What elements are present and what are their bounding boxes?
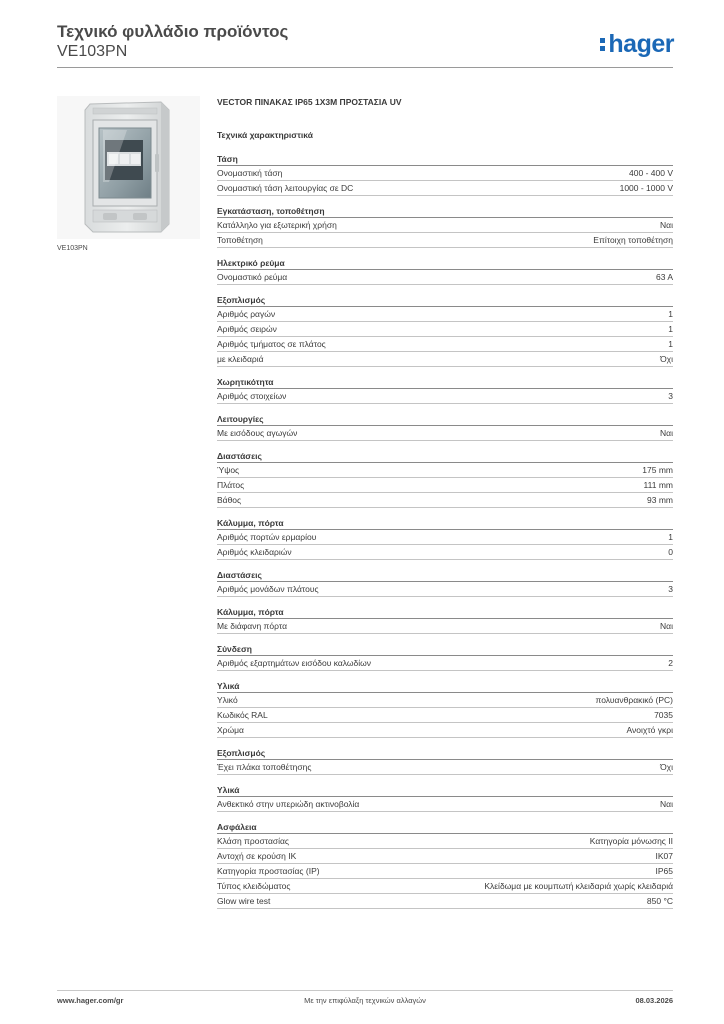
spec-row: [217, 478, 673, 493]
spec-label: Κωδικός RAL: [217, 710, 268, 720]
spec-value: 93 mm: [647, 495, 673, 505]
spec-row: [217, 166, 673, 181]
spec-value: πολυανθρακικό (PC): [595, 695, 673, 705]
spec-value: 1: [668, 309, 673, 319]
spec-label: Αριθμός πορτών ερμαρίου: [217, 532, 317, 542]
spec-value: 400 - 400 V: [629, 168, 673, 178]
spec-group-title: Υλικά: [217, 680, 673, 693]
spec-row: [217, 389, 673, 404]
spec-label: Κατάλληλο για εξωτερική χρήση: [217, 220, 337, 230]
spec-label: Ονομαστική τάση λειτουργίας σε DC: [217, 183, 354, 193]
spec-row: [217, 337, 673, 352]
spec-label: με κλειδαριά: [217, 354, 264, 364]
spec-row: [217, 307, 673, 322]
spec-value: 3: [668, 391, 673, 401]
spec-value: 7035: [654, 710, 673, 720]
spec-row: [217, 463, 673, 478]
spec-row: [217, 879, 673, 894]
page-footer: [57, 996, 673, 1010]
spec-row: [217, 619, 673, 634]
spec-value: Όχι: [660, 762, 673, 772]
product-name: VECTOR ΠΙΝΑΚΑΣ IP65 1X3M ΠΡΟΣΤΑΣΙΑ UV: [217, 97, 402, 107]
spec-row: [217, 218, 673, 233]
image-caption: VE103PN: [57, 245, 88, 252]
spec-label: Βάθος: [217, 495, 242, 505]
spec-group-title: Διαστάσεις: [217, 569, 673, 582]
spec-group-title: Εξοπλισμός: [217, 294, 673, 307]
spec-value: Ναι: [660, 220, 673, 230]
page-header: [57, 22, 677, 68]
spec-group-title: Υλικά: [217, 784, 673, 797]
spec-row: [217, 656, 673, 671]
footer-notice: Με την επιφύλαξη τεχνικών αλλαγών: [304, 996, 426, 1005]
spec-label: Αριθμός εξαρτημάτων εισόδου καλωδίων: [217, 658, 372, 668]
spec-label: Ονομαστικό ρεύμα: [217, 272, 288, 282]
spec-label: Κλάση προστασίας: [217, 836, 290, 846]
spec-label: Χρώμα: [217, 725, 244, 735]
spec-value: 1000 - 1000 V: [619, 183, 673, 193]
spec-value: IK07: [655, 851, 673, 861]
product-image: [57, 96, 200, 239]
spec-value: Όχι: [660, 354, 673, 364]
spec-label: Αριθμός κλειδαριών: [217, 547, 292, 557]
spec-group-title: Σύνδεση: [217, 643, 673, 656]
spec-label: Έχει πλάκα τοποθέτησης: [217, 762, 312, 772]
spec-label: Ονομαστική τάση: [217, 168, 283, 178]
spec-value: 1: [668, 532, 673, 542]
spec-row: [217, 233, 673, 248]
spec-label: Αριθμός ραγών: [217, 309, 276, 319]
spec-label: Ύψος: [217, 465, 240, 475]
spec-row: [217, 426, 673, 441]
spec-label: Glow wire test: [217, 896, 271, 906]
spec-label: Ανθεκτικό στην υπεριώδη ακτινοβολία: [217, 799, 360, 809]
spec-value: Κατηγορία μόνωσης II: [589, 836, 673, 846]
spec-group-title: Κάλυμμα, πόρτα: [217, 517, 673, 530]
spec-label: Τοποθέτηση: [217, 235, 263, 245]
hager-logo[interactable]: [600, 30, 674, 59]
logo-text: hager: [608, 30, 674, 58]
footer-divider: [57, 990, 673, 991]
product-code-title: VE103PN: [57, 43, 128, 60]
spec-row: [217, 352, 673, 367]
section-heading: Τεχνικά χαρακτηριστικά: [217, 130, 313, 140]
spec-row: [217, 708, 673, 723]
spec-row: [217, 322, 673, 337]
spec-value: Επίτοιχη τοποθέτηση: [593, 235, 673, 245]
spec-value: 2: [668, 658, 673, 668]
spec-row: [217, 797, 673, 812]
spec-group-title: Διαστάσεις: [217, 450, 673, 463]
spec-value: 175 mm: [642, 465, 673, 475]
spec-group-title: Εγκατάσταση, τοποθέτηση: [217, 205, 673, 218]
spec-group-title: Λειτουργίες: [217, 413, 673, 426]
document-title: Τεχνικό φυλλάδιο προϊόντος: [57, 22, 289, 41]
spec-row: [217, 834, 673, 849]
spec-value: 0: [668, 547, 673, 557]
spec-group-title: Ασφάλεια: [217, 821, 673, 834]
spec-row: [217, 493, 673, 508]
spec-row: [217, 545, 673, 560]
spec-row: [217, 849, 673, 864]
spec-row: [217, 582, 673, 597]
footer-date: 08.03.2026: [635, 996, 673, 1005]
spec-value: 3: [668, 584, 673, 594]
spec-content: [217, 96, 673, 909]
spec-value: Ανοιχτό γκρι: [626, 725, 673, 735]
spec-label: Αριθμός μονάδων πλάτους: [217, 584, 319, 594]
spec-value: IP65: [655, 866, 673, 876]
spec-row: [217, 693, 673, 708]
spec-row: [217, 760, 673, 775]
spec-label: Με διάφανη πόρτα: [217, 621, 287, 631]
spec-group-title: Εξοπλισμός: [217, 747, 673, 760]
logo-dots-icon: [600, 36, 606, 52]
spec-value: Ναι: [660, 621, 673, 631]
spec-label: Αριθμός σειρών: [217, 324, 277, 334]
header-divider: [57, 67, 673, 68]
spec-label: Αριθμός τμήματος σε πλάτος: [217, 339, 326, 349]
spec-label: Υλικό: [217, 695, 238, 705]
spec-value: Ναι: [660, 428, 673, 438]
spec-row: [217, 723, 673, 738]
spec-value: 1: [668, 324, 673, 334]
spec-label: Με εισόδους αγωγών: [217, 428, 298, 438]
spec-value: 111 mm: [643, 480, 673, 490]
spec-row: [217, 181, 673, 196]
spec-label: Αριθμός στοιχείων: [217, 391, 287, 401]
spec-value: 1: [668, 339, 673, 349]
spec-value: Ναι: [660, 799, 673, 809]
spec-label: Τύπος κλειδώματος: [217, 881, 291, 891]
spec-value: Κλείδωμα με κουμπωτή κλειδαριά χωρίς κλειδαριά: [484, 881, 673, 891]
spec-group-title: Χωρητικότητα: [217, 376, 673, 389]
footer-website-link[interactable]: www.hager.com/gr: [57, 996, 124, 1005]
enclosure-illustration: [57, 96, 200, 239]
spec-label: Κατηγορία προστασίας (IP): [217, 866, 320, 876]
spec-label: Αντοχή σε κρούση IK: [217, 851, 297, 861]
spec-row: [217, 530, 673, 545]
spec-row: [217, 864, 673, 879]
spec-value: 850 °C: [646, 896, 673, 906]
spec-row: [217, 894, 673, 909]
spec-group-title: Ηλεκτρικό ρεύμα: [217, 257, 673, 270]
spec-label: Πλάτος: [217, 480, 245, 490]
spec-group-title: Κάλυμμα, πόρτα: [217, 606, 673, 619]
spec-row: [217, 270, 673, 285]
spec-groups: [217, 153, 673, 909]
spec-group-title: Τάση: [217, 153, 673, 166]
spec-value: 63 A: [655, 272, 673, 282]
